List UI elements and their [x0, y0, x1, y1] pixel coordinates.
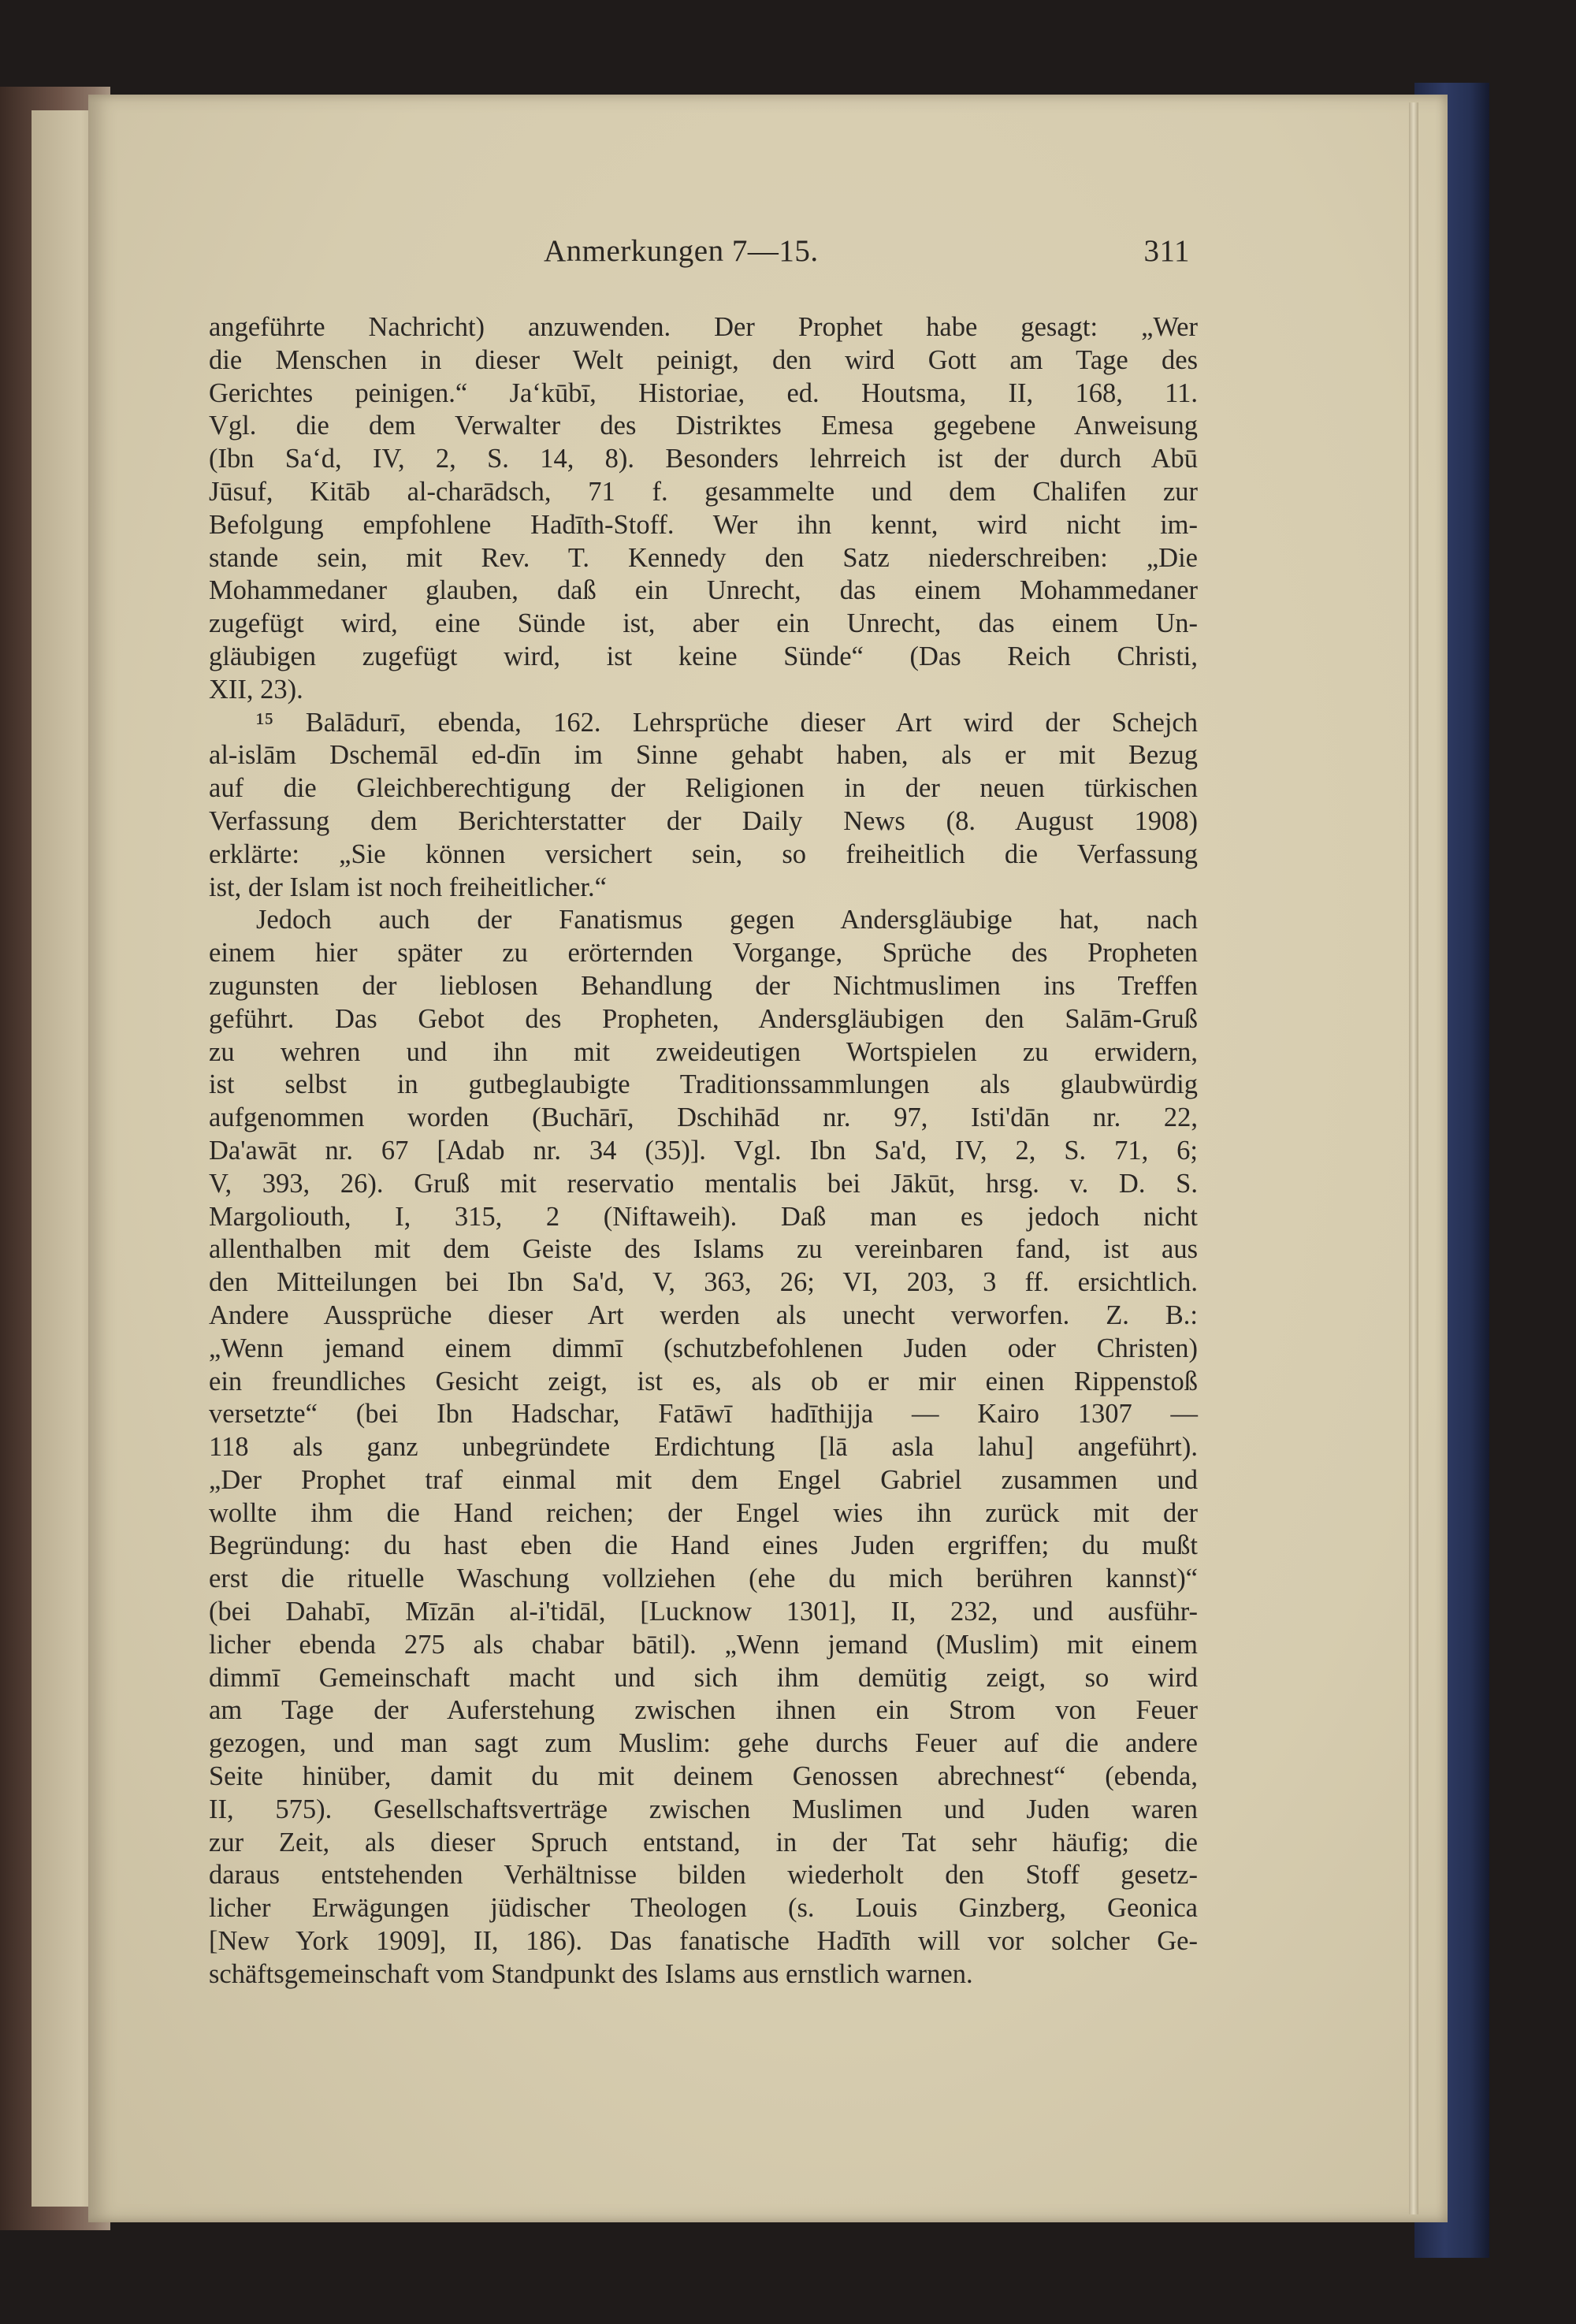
- text-line: ist selbst in gutbeglaubigte Traditionssammlungen als glaubwürdig: [209, 1069, 1198, 1100]
- text-line: Mohammedaner glauben, daß ein Unrecht, das einem Mohammedaner: [209, 575, 1198, 606]
- page-number: 311: [1143, 234, 1190, 268]
- text-line: al-islām Dschemāl ed-dīn im Sinne gehabt haben, als er mit Bezug: [209, 740, 1198, 771]
- text-line: gezogen, und man sagt zum Muslim: gehe durchs Feuer auf die andere: [209, 1728, 1198, 1759]
- body-text: [209, 311, 1198, 1991]
- text-line: schäftsgemeinschaft vom Standpunkt des Islams aus ernstlich warnen.: [209, 1958, 973, 1989]
- text-line: XII, 23).: [209, 674, 303, 705]
- text-line: II, 575). Gesellschaftsverträge zwischen Muslimen und Juden waren: [209, 1794, 1198, 1824]
- running-title: Anmerkungen 7—15.: [544, 234, 819, 268]
- text-line: Vgl. die dem Verwalter des Distriktes Emesa gegebene Anweisung: [209, 411, 1198, 441]
- text-line: Seite hinüber, damit du mit deinem Genossen abrechnest“ (ebenda,: [209, 1761, 1198, 1792]
- text-line: daraus entstehenden Verhältnisse bilden wiederholt den Stoff gesetz-: [209, 1860, 1198, 1891]
- text-line: wollte ihm die Hand reichen; der Engel wies ihn zurück mit der: [209, 1497, 1198, 1528]
- text-line: gläubigen zugefügt wird, ist keine Sünde“ (Das Reich Christi,: [209, 641, 1198, 671]
- text-line: Jūsuf, Kitāb al-charādsch, 71 f. gesammelte und dem Chalifen zur: [209, 476, 1198, 507]
- text-line: [New York 1909], II, 186). Das fanatische Hadīth will vor solcher Ge-: [209, 1926, 1198, 1957]
- text-line: geführt. Das Gebot des Propheten, Andersgläubigen den Salām-Gruß: [209, 1003, 1198, 1034]
- text-line: 118 als ganz unbegründete Erdichtung [lā asla lahu] angeführt).: [209, 1432, 1198, 1463]
- text-line: zugunsten der lieblosen Behandlung der Nichtmuslimen ins Treffen: [209, 970, 1198, 1001]
- text-line: stande sein, mit Rev. T. Kennedy den Satz niederschreiben: „Die: [209, 542, 1198, 573]
- text-line: Begründung: du hast eben die Hand eines Juden ergriffen; du mußt: [209, 1530, 1198, 1561]
- text-line: versetzte“ (bei Ibn Hadschar, Fatāwī hadīthijja — Kairo 1307 —: [209, 1399, 1198, 1430]
- text-line: erklärte: „Sie können versichert sein, so freiheitlich die Verfassung: [209, 838, 1198, 869]
- text-line: am Tage der Auferstehung zwischen ihnen ein Strom von Feuer: [209, 1695, 1198, 1726]
- text-line: angeführte Nachricht) anzuwenden. Der Prophet habe gesagt: „Wer: [209, 312, 1198, 342]
- text-line: V, 393, 26). Gruß mit reservatio mentalis bei Jākūt, hrsg. v. D. S.: [209, 1168, 1198, 1199]
- text-line: auf die Gleichberechtigung der Religionen in der neuen türkischen: [209, 773, 1198, 804]
- text-line: zur Zeit, als dieser Spruch entstand, in der Tat sehr häufig; die: [209, 1827, 1198, 1857]
- text-line: „Wenn jemand einem dimmī (schutzbefohlenen Juden oder Christen): [209, 1333, 1198, 1363]
- text-line: Andere Aussprüche dieser Art werden als unecht verworfen. Z. B.:: [209, 1300, 1198, 1330]
- text-line: licher ebenda 275 als chabar bātil). „Wenn jemand (Muslim) mit einem: [209, 1629, 1198, 1660]
- text-line: ein freundliches Gesicht zeigt, ist es, als ob er mir einen Rippenstoß: [209, 1366, 1198, 1396]
- text-line: Befolgung empfohlene Hadīth-Stoff. Wer ihn kennt, wird nicht im-: [209, 509, 1198, 540]
- paragraph-start: Jedoch auch der Fanatismus gegen Andersgläubige hat, nach: [256, 905, 1198, 935]
- text-line: „Der Prophet traf einmal mit dem Engel Gabriel zusammen und: [209, 1464, 1198, 1495]
- page-header: [544, 233, 1190, 273]
- footnote-15-start: ¹⁵ Balādurī, ebenda, 162. Lehrsprüche dieser Art wird der Schejch: [256, 707, 1198, 738]
- text-line: Margoliouth, I, 315, 2 (Niftaweih). Daß man es jedoch nicht: [209, 1201, 1198, 1232]
- text-line: licher Erwägungen jüdischer Theologen (s. Louis Ginzberg, Geonica: [209, 1893, 1198, 1924]
- text-line: Verfassung dem Berichterstatter der Daily News (8. August 1908): [209, 805, 1198, 836]
- text-line: Gerichtes peinigen.“ Ja‘kūbī, Historiae, ed. Houtsma, II, 168, 11.: [209, 377, 1198, 408]
- text-line: einem hier später zu erörternden Vorgange, Sprüche des Propheten: [209, 938, 1198, 969]
- text-line: zugefügt wird, eine Sünde ist, aber ein Unrecht, das einem Un-: [209, 608, 1198, 639]
- text-line: (bei Dahabī, Mīzān al-i'tidāl, [Lucknow 1301], II, 232, und ausführ-: [209, 1597, 1198, 1627]
- text-line: erst die rituelle Waschung vollziehen (ehe du mich berühren kannst)“: [209, 1564, 1198, 1594]
- text-line: ist, der Islam ist noch freiheitlicher.“: [209, 872, 607, 902]
- text-line: (Ibn Sa‘d, IV, 2, S. 14, 8). Besonders lehrreich ist der durch Abū: [209, 444, 1198, 474]
- text-line: den Mitteilungen bei Ibn Sa'd, V, 363, 26; VI, 203, 3 ff. ersichtlich.: [209, 1267, 1198, 1298]
- text-line: allenthalben mit dem Geiste des Islams zu vereinbaren fand, ist aus: [209, 1234, 1198, 1265]
- text-line: Da'awāt nr. 67 [Adab nr. 34 (35)]. Vgl. Ibn Sa'd, IV, 2, S. 71, 6;: [209, 1135, 1198, 1166]
- text-line: die Menschen in dieser Welt peinigt, den wird Gott am Tage des: [209, 344, 1198, 375]
- page-stack-edge: [1409, 102, 1418, 2214]
- text-line: dimmī Gemeinschaft macht und sich ihm demütig zeigt, so wird: [209, 1662, 1198, 1693]
- text-line: zu wehren und ihn mit zweideutigen Wortspielen zu erwidern,: [209, 1036, 1198, 1067]
- text-line: aufgenommen worden (Buchārī, Dschihād nr. 97, Isti'dān nr. 22,: [209, 1103, 1198, 1133]
